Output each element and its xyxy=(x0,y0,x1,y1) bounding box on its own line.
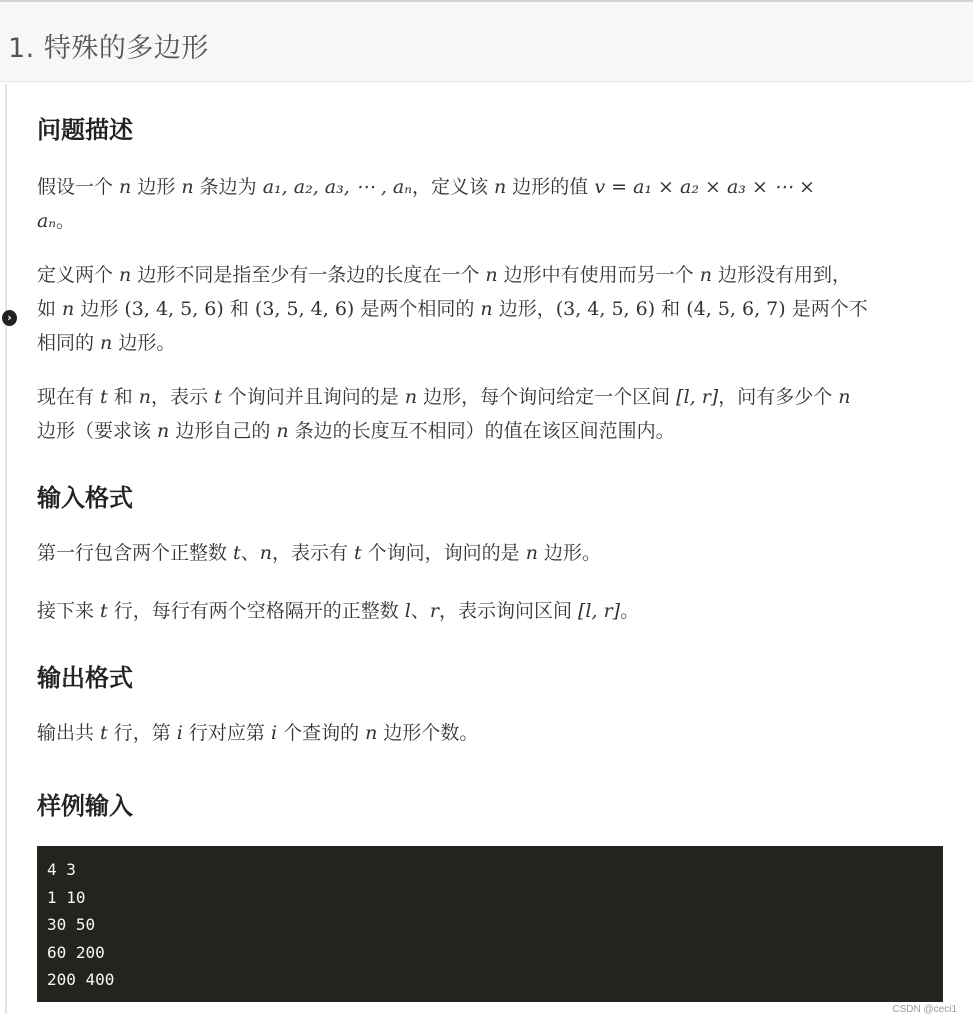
heading-input-format: 输入格式 xyxy=(37,484,133,512)
description-p3: 现在有 t 和 n，表示 t 个询问并且询问的是 n 边形，每个询问给定一个区间 [l, r]，问有多少个 n 边形（要求该 n 边形自己的 n 条边的长度互不相同）的值在该区间范围内。 xyxy=(37,386,851,442)
code-line: 200 400 xyxy=(47,970,115,989)
math-tuple: (3, 4, 5, 6) xyxy=(124,298,224,320)
math-tuple: (3, 4, 5, 6) xyxy=(555,298,656,320)
heading-output-format: 输出格式 xyxy=(37,664,133,692)
code-line: 4 3 xyxy=(47,860,76,879)
left-rule xyxy=(5,84,12,1014)
sample-input-code-block[interactable] xyxy=(37,846,943,1002)
description-p2: 定义两个 n 边形不同是指至少有一条边的长度在一个 n 边形中有使用而另一个 n 边形没有用到， 如 n 边形 (3, 4, 5, 6) 和 (3, 5, 4, 6) 是两个相同的 n 边形，(3, 4, 5, 6) 和 (4, 5, 6, 7) 是两个不 相同的 n 边形。 xyxy=(37,264,868,354)
math-value-eq: v = a₁ × a₂ × a₃ × ⋯ × xyxy=(594,176,815,198)
output-format-p1: 输出共 t 行，第 i 行对应第 i 个查询的 n 边形个数。 xyxy=(37,722,479,744)
math-tuple: (3, 5, 4, 6) xyxy=(254,298,355,320)
input-format-p2: 接下来 t 行，每行有两个空格隔开的正整数 l、r，表示询问区间 [l, r]。 xyxy=(37,600,640,622)
math-tuple: (4, 5, 6, 7) xyxy=(686,298,786,320)
math-n: n xyxy=(494,176,507,198)
problem-content xyxy=(37,98,937,836)
math-an: aₙ xyxy=(37,210,57,232)
code-line: 60 200 xyxy=(47,942,105,962)
info-icon[interactable]: › xyxy=(2,310,17,326)
description-p1: 假设一个 n 边形 n 条边为 a₁, a₂, a₃, ⋯ , aₙ，定义该 n 边形的值 v = a₁ × a₂ × a₃ × ⋯ × aₙ。 xyxy=(37,176,815,232)
math-n: n xyxy=(181,176,194,198)
page-title: 1. 特殊的多边形 xyxy=(8,33,209,64)
watermark: CSDN @ceci1 xyxy=(892,1004,957,1015)
math-sides: a₁, a₂, a₃, ⋯ , aₙ xyxy=(262,176,412,198)
math-interval: [l, r] xyxy=(676,386,719,408)
math-n: n xyxy=(119,176,132,198)
code-line: 1 10 xyxy=(47,887,86,907)
code-line: 30 50 xyxy=(47,915,96,934)
title-bar xyxy=(0,2,973,82)
math-interval: [l, r] xyxy=(578,600,621,622)
heading-sample-input: 样例输入 xyxy=(37,792,133,820)
heading-description: 问题描述 xyxy=(37,116,133,144)
input-format-p1: 第一行包含两个正整数 t、n，表示有 t 个询问，询问的是 n 边形。 xyxy=(37,542,602,564)
